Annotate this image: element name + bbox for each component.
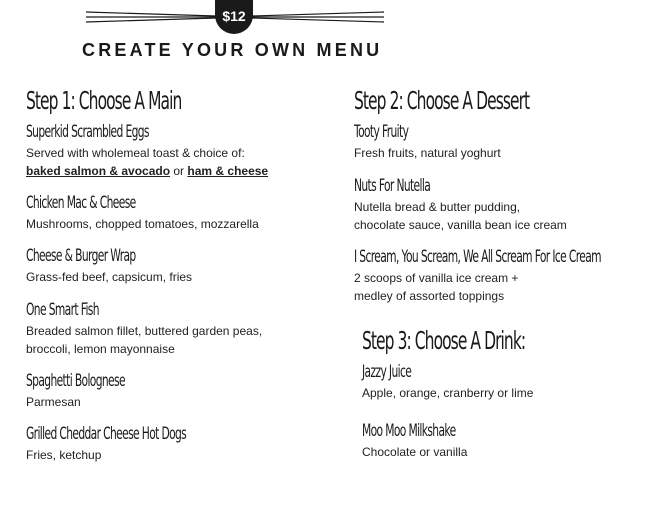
menu-item — [26, 300, 262, 358]
menu-item — [362, 362, 533, 402]
menu-item — [26, 193, 259, 233]
item-name: Spaghetti Bolognese — [26, 371, 125, 391]
item-name: Tooty Fruity — [354, 122, 409, 142]
step1-section — [26, 86, 326, 506]
item-name: Cheese & Burger Wrap — [26, 246, 136, 266]
step3-section — [362, 326, 642, 506]
item-description: Nutella bread & butter pudding, — [354, 200, 521, 214]
item-name: Jazzy Juice — [362, 362, 412, 382]
item-options — [26, 162, 268, 180]
menu-item — [354, 176, 567, 234]
item-description: Mushrooms, chopped tomatoes, mozzarella — [26, 217, 259, 231]
or-text: or — [170, 164, 188, 178]
item-description: Grass-fed beef, capsicum, fries — [26, 270, 193, 284]
step2-section — [354, 86, 644, 316]
item-name: Grilled Cheddar Cheese Hot Dogs — [26, 424, 187, 444]
price-badge: $12 — [215, 0, 253, 34]
item-description: Parmesan — [26, 395, 81, 409]
item-description: Fresh fruits, natural yoghurt — [354, 146, 501, 160]
menu-item — [26, 122, 268, 180]
item-name: Moo Moo Milkshake — [362, 421, 456, 441]
item-description: broccoli, lemon mayonnaise — [26, 342, 175, 356]
item-description: Chocolate or vanilla — [362, 445, 468, 459]
menu-header — [0, 0, 650, 70]
item-description: Fries, ketchup — [26, 448, 102, 462]
item-description: chocolate sauce, vanilla bean ice cream — [354, 218, 567, 232]
menu-item — [354, 247, 650, 305]
menu-title: CREATE YOUR OWN MENU — [82, 40, 383, 60]
item-name: Nuts For Nutella — [354, 176, 431, 196]
menu-item — [26, 424, 280, 464]
step1-heading: Step 1: Choose A Main — [26, 86, 182, 115]
item-name: Superkid Scrambled Eggs — [26, 122, 149, 142]
menu-item — [354, 122, 501, 162]
item-description: 2 scoops of vanilla ice cream + — [354, 271, 519, 285]
item-description: Breaded salmon fillet, buttered garden peas, — [26, 324, 263, 338]
option-salmon-avocado: baked salmon & avocado — [26, 164, 171, 178]
item-description: Apple, orange, cranberry or lime — [362, 386, 534, 400]
item-name: One Smart Fish — [26, 300, 99, 320]
item-description: medley of assorted toppings — [354, 289, 505, 303]
menu-item — [362, 421, 510, 461]
menu-item — [26, 371, 183, 411]
menu-item — [26, 246, 200, 286]
item-name: I Scream, You Scream, We All Scream For Ice Cream — [354, 247, 601, 267]
step2-heading: Step 2: Choose A Dessert — [354, 86, 530, 115]
item-description: Served with wholemeal toast & choice of: — [26, 146, 245, 160]
step3-heading: Step 3: Choose A Drink: — [362, 326, 526, 355]
option-ham-cheese: ham & cheese — [187, 164, 269, 178]
item-name: Chicken Mac & Cheese — [26, 193, 136, 213]
whisker-rays-decoration — [0, 0, 650, 40]
